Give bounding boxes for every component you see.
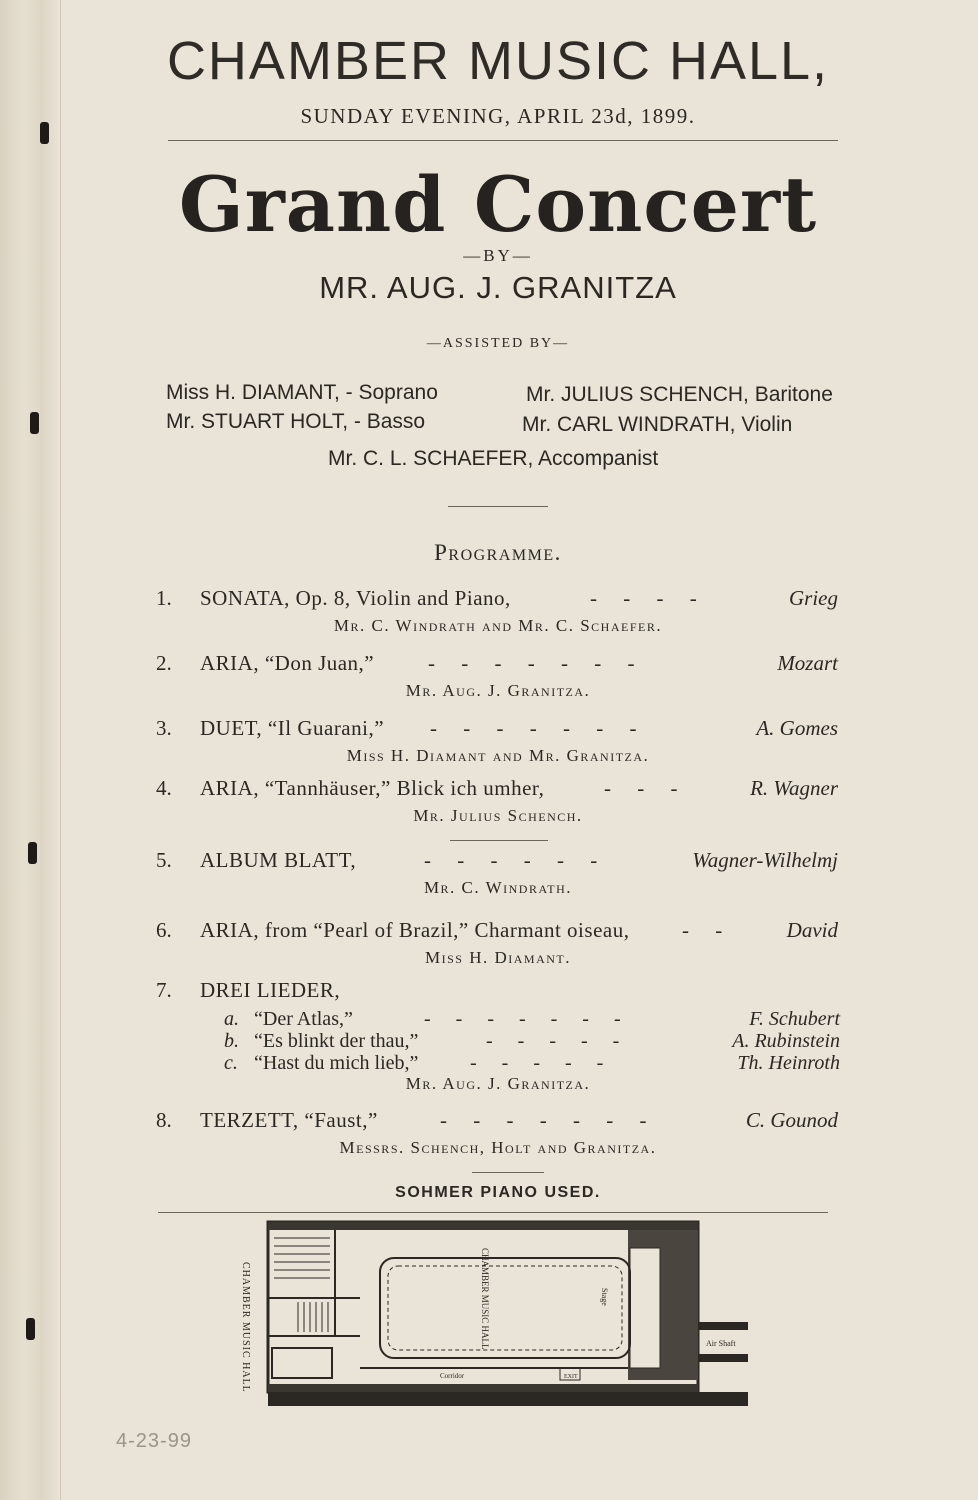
- programme-page: [60, 0, 978, 1500]
- item-work: TERZETT, “Faust,”: [200, 1108, 378, 1132]
- item-performers: Mr. C. Windrath and Mr. C. Schaefer.: [333, 616, 663, 635]
- plan-air-shaft-label: Air Shaft: [706, 1339, 736, 1348]
- item-work: ARIA, “Don Juan,”: [200, 651, 375, 675]
- item-performers: Miss H. Diamant.: [424, 948, 571, 967]
- item-number: 4.: [156, 776, 172, 800]
- binding-edge: [0, 0, 61, 1500]
- item-leader: - - - - - -: [424, 848, 598, 872]
- binding-hole: [30, 412, 39, 434]
- assisted-by: —ASSISTED BY—: [426, 336, 570, 351]
- lied-title: “Der Atlas,”: [254, 1008, 353, 1030]
- footer-rule: [158, 1212, 828, 1213]
- lied-title: “Hast du mich lieb,”: [254, 1052, 419, 1074]
- item-number: 1.: [156, 586, 172, 610]
- hall-title: CHAMBER MUSIC HALL,: [166, 31, 830, 91]
- binding-hole: [40, 122, 49, 144]
- item-number: 7.: [156, 978, 172, 1002]
- concert-date: SUNDAY EVENING, APRIL 23d, 1899.: [300, 104, 696, 128]
- item-number: 2.: [156, 651, 172, 675]
- item-leader: - - - - - - -: [428, 651, 635, 675]
- lied-leader: - - - - -: [486, 1030, 620, 1052]
- floor-plan: [230, 1218, 810, 1418]
- item-work: ARIA, “Tannhäuser,” Blick ich umher,: [200, 776, 545, 800]
- programme-title: Programme.: [434, 540, 562, 565]
- item-performers: Miss H. Diamant and Mr. Granitza.: [346, 746, 650, 765]
- lied-letter: a.: [224, 1008, 239, 1030]
- lied-composer: A. Rubinstein: [732, 1030, 840, 1052]
- item-leader: - -: [682, 918, 723, 942]
- item-performers: Mr. Aug. J. Granitza.: [405, 1074, 591, 1093]
- item-work: DUET, “Il Guarani,”: [200, 716, 385, 740]
- item-leader: - - - - - - -: [430, 716, 637, 740]
- main-performer: MR. AUG. J. GRANITZA: [319, 270, 677, 305]
- item-composer: A. Gomes: [756, 716, 838, 740]
- item-number: 6.: [156, 918, 172, 942]
- concert-title: Grand Concert: [178, 160, 818, 249]
- binding-hole: [26, 1318, 35, 1340]
- assistant-schaefer: Mr. C. L. SCHAEFER, Accompanist: [328, 447, 659, 470]
- binding-hole: [28, 842, 37, 864]
- lied-composer: Th. Heinroth: [737, 1052, 840, 1074]
- plan-stage-label: Stage: [600, 1288, 609, 1306]
- divider: [450, 840, 548, 841]
- assistant-holt: Mr. STUART HOLT, - Basso: [166, 410, 426, 433]
- lied-title: “Es blinkt der thau,”: [254, 1030, 419, 1052]
- lied-letter: b.: [224, 1030, 239, 1052]
- item-number: 3.: [156, 716, 172, 740]
- plan-corridor-label: Corridor: [440, 1372, 465, 1380]
- assistant-windrath: Mr. CARL WINDRATH, Violin: [522, 413, 793, 436]
- item-leader: - - -: [604, 776, 678, 800]
- item-leader: - - - -: [590, 586, 697, 610]
- handwritten-date: 4-23-99: [116, 1430, 192, 1452]
- plan-exit-label: EXIT: [564, 1374, 578, 1380]
- item-performers: Mr. C. Windrath.: [423, 878, 573, 897]
- divider: [472, 1172, 544, 1173]
- item-performers: Mr. Aug. J. Granitza.: [405, 681, 591, 700]
- lied-leader: - - - - - - -: [424, 1008, 621, 1030]
- item-composer: David: [786, 918, 838, 942]
- sohmer-notice: SOHMER PIANO USED.: [395, 1184, 601, 1201]
- by-line: —BY—: [463, 246, 533, 265]
- item-composer: Wagner-Wilhelmj: [692, 848, 838, 872]
- header-rule: [168, 140, 838, 141]
- item-work: SONATA, Op. 8, Violin and Piano,: [200, 586, 511, 610]
- item-composer: Grieg: [789, 586, 838, 610]
- assistant-diamant: Miss H. DIAMANT, - Soprano: [166, 381, 438, 404]
- lied-composer: F. Schubert: [749, 1008, 840, 1030]
- item-composer: C. Gounod: [745, 1108, 838, 1132]
- item-number: 5.: [156, 848, 172, 872]
- lied-letter: c.: [224, 1052, 238, 1074]
- item-performers: Messrs. Schench, Holt and Granitza.: [339, 1138, 657, 1157]
- lied-leader: - - - - -: [470, 1052, 604, 1074]
- divider: [448, 506, 548, 507]
- item-composer: R. Wagner: [750, 776, 838, 800]
- plan-side-label: CHAMBER MUSIC HALL: [240, 1262, 251, 1393]
- assistant-schench: Mr. JULIUS SCHENCH, Baritone: [526, 383, 833, 406]
- plan-center-label: CHAMBER MUSIC HALL: [480, 1248, 490, 1350]
- item-leader: - - - - - - -: [440, 1108, 647, 1132]
- item-performers: Mr. Julius Schench.: [413, 806, 583, 825]
- item-work: ALBUM BLATT,: [200, 848, 357, 872]
- item-work: ARIA, from “Pearl of Brazil,” Charmant oiseau,: [200, 918, 630, 942]
- item-composer: Mozart: [777, 651, 838, 675]
- item-work: DREI LIEDER,: [200, 978, 341, 1002]
- item-number: 8.: [156, 1108, 172, 1132]
